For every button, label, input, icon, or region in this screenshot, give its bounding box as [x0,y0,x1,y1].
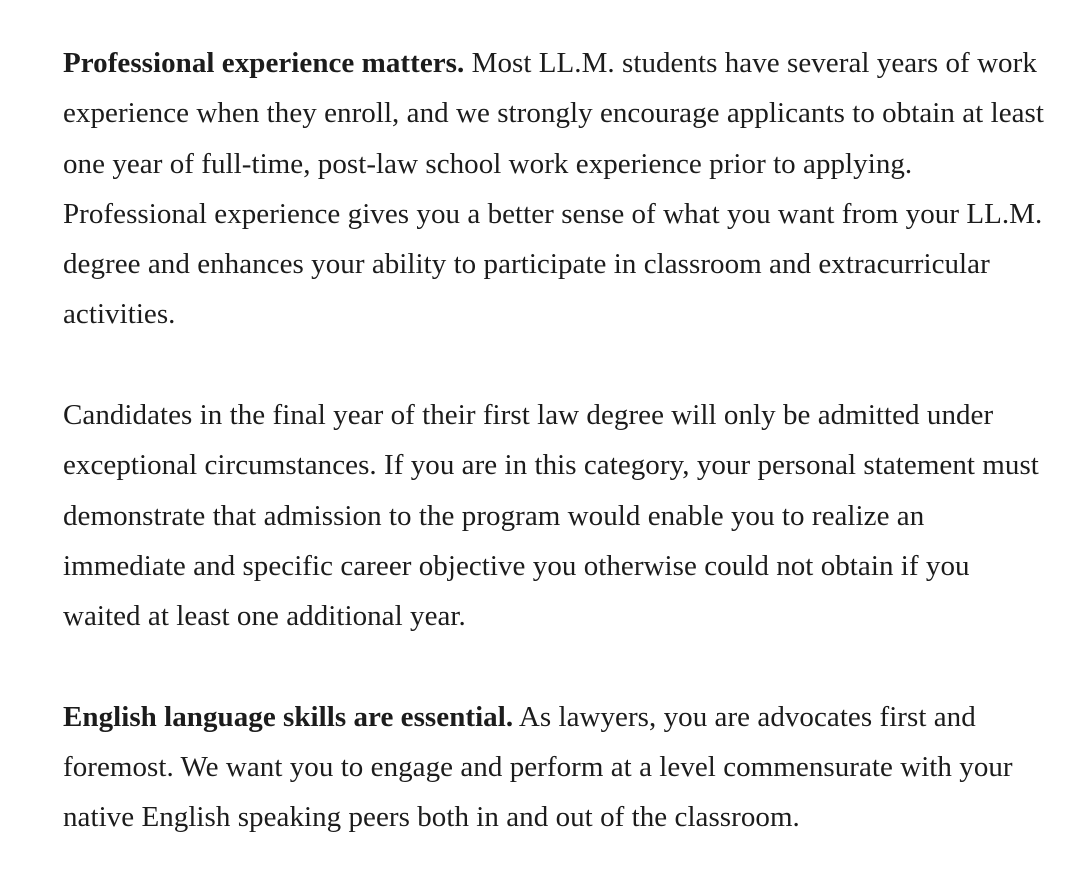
paragraph-text: Candidates in the final year of their first law degree will only be admitted under exceptional circumstances. If you are in this category, your personal statement must demonstrate that admission to the program would enable you to realize an immediate and specific career objective you otherwise could not obtain if you waited at least one additional year. [63,399,1039,633]
article-body [63,38,1053,843]
paragraph-english-language-skills [63,692,1053,843]
paragraph-professional-experience [63,38,1053,340]
paragraph-lead-heading: Professional experience matters. [63,47,465,79]
paragraph-text: As lawyers, you are advocates first and foremost. We want you to engage and perform at a level commensurate with your native English speaking peers both in and out of the classroom. [63,700,1013,834]
paragraph-lead-heading: English language skills are essential. [63,700,514,733]
paragraph-final-year-candidates [63,390,1053,641]
paragraph-text: Most LL.M. students have several years of work experience when they enroll, and we strongly encourage applicants to obtain at least one year of full-time, post-law school work experience prior to applying. Professional experience gives you a better sense of what you want from your LL.M. degree and enhances your ability to participate in classroom and extracurricular activities. [63,47,1044,331]
